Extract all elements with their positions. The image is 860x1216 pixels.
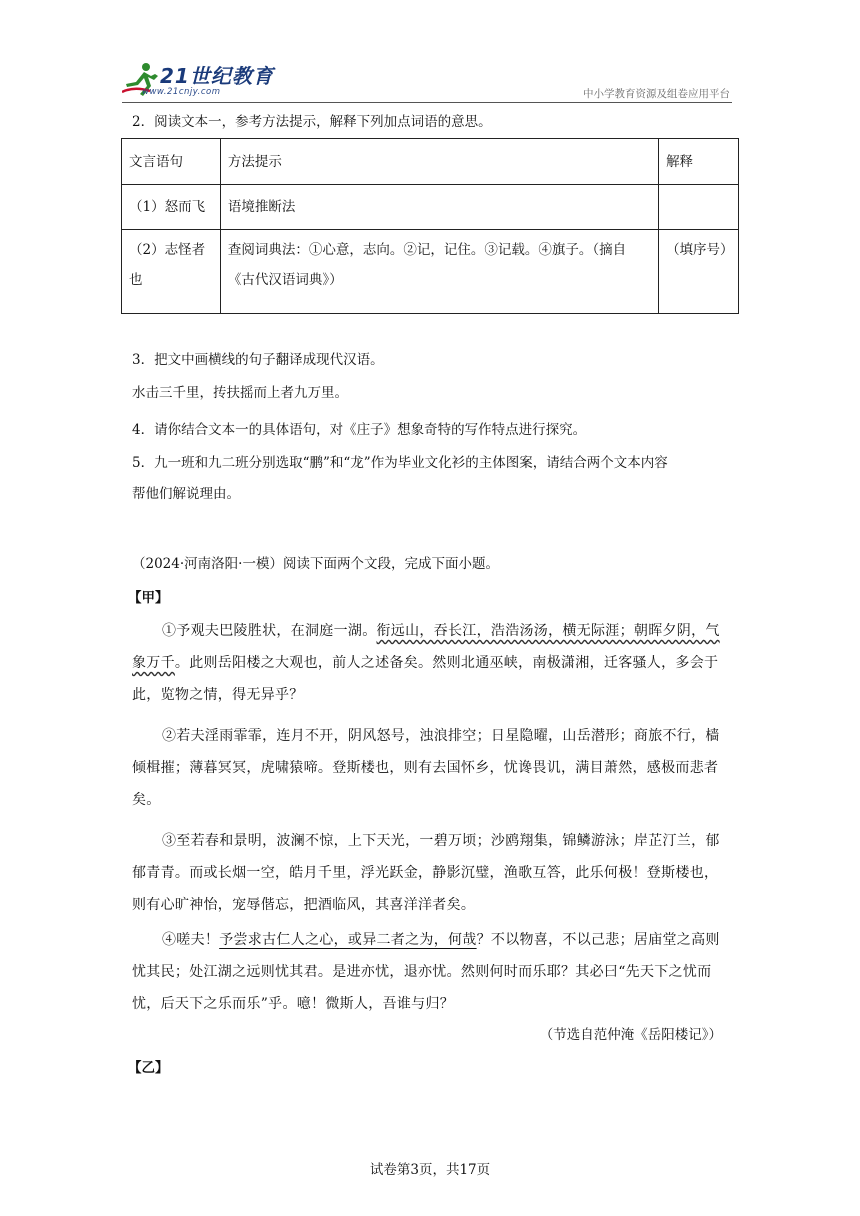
logo-text: 21世纪教育 — [160, 64, 274, 88]
paragraph-text: ②若夫淫雨霏霏，连月不开，阴风怒号，浊浪排空；日星隐曜，山岳潜形；商旅不行，樯倾楫摧；薄暮冥冥，虎啸猿啼。登斯楼也，则有去国怀乡，忧谗畏讥，满目萧然，感极而悲者矣。 — [132, 728, 720, 808]
question-5-prompt-line1: 5．九一班和九二班分别选取“鹏”和“龙”作为毕业文化衫的主体图案，请结合两个文本内容 — [132, 455, 668, 471]
table-cell-sentence: （2）志怪者也 — [122, 230, 221, 314]
question-5-prompt-line2: 帮他们解说理由。 — [132, 486, 240, 502]
table-row — [122, 230, 739, 314]
question-3-prompt: 3．把文中画横线的句子翻译成现代汉语。 — [132, 352, 384, 368]
passage-paragraph-4 — [132, 924, 732, 1020]
paragraph-text: ③至若春和景明，波澜不惊，上下天光，一碧万顷；沙鸥翔集，锦鳞游泳；岸芷汀兰，郁郁青青。而或长烟一空，皓月千里，浮光跃金，静影沉璧，渔歌互答，此乐何极！登斯楼也，则有心旷神怡，宠辱偕忘，把酒临风，其喜洋洋者矣。 — [132, 833, 720, 913]
paragraph-text: 。此则岳阳楼之大观也，前人之述备矣。然则北通巫峡，南极潇湘，迁客骚人，多会于此，览物之情，得无异乎？ — [132, 655, 719, 703]
page-footer: 试卷第3页，共17页 — [369, 1162, 491, 1178]
question-2-prompt: 2．阅读文本一，参考方法提示，解释下列加点词语的意思。 — [132, 114, 492, 130]
question-4-prompt: 4．请你结合文本一的具体语句，对《庄子》想象奇特的写作特点进行探究。 — [132, 422, 587, 438]
table-row — [122, 185, 739, 230]
table-cell-method: 语境推断法 — [220, 185, 658, 230]
paragraph-text: ④嗟夫！ — [162, 932, 220, 948]
question-3-sentence: 水击三千里，抟扶摇而上者九万里。 — [132, 385, 348, 401]
logo — [122, 60, 292, 104]
section-label-jia: 【甲】 — [128, 590, 169, 606]
table-header-cell: 文言语句 — [122, 139, 221, 185]
wavy-underlined-text: 衔远山，吞长江，浩浩汤汤，横无际涯；朝晖夕阴，气象万千 — [132, 623, 720, 671]
table-header-cell: 方法提示 — [220, 139, 658, 185]
paragraph-text: ？不以物喜，不以己悲；居庙堂之高则忧其民；处江湖之远则忧其君。是进亦忧，退亦忧。然则何时而乐耶？其必曰“先天下之忧而忧，后天下之乐而乐”乎。噫！微斯人，吾谁与归？ — [132, 932, 720, 1012]
section-label-yi: 【乙】 — [128, 1060, 169, 1076]
table-cell-sentence: （1）怒而飞 — [122, 185, 221, 230]
table-header-cell: 解释 — [659, 139, 739, 185]
header-tagline: 中小学教育资源及组卷应用平台 — [583, 88, 730, 100]
passage-paragraph-2 — [132, 720, 732, 816]
table-cell-method: 查阅词典法：①心意，志向。②记，记住。③记载。④旗子。（摘自《古代汉语词典》） — [220, 230, 658, 314]
passage-paragraph-3 — [132, 825, 732, 921]
logo-url: www.21cnjy.com — [142, 87, 221, 97]
page-header — [122, 60, 732, 104]
passage-paragraph-1 — [132, 615, 732, 711]
passage-source: （2024·河南洛阳·一模）阅读下面两个文段，完成下面小题。 — [132, 556, 499, 572]
table-header-row — [122, 139, 739, 185]
passage-citation: （节选自范仲淹《岳阳楼记》） — [539, 1027, 722, 1043]
header-divider — [122, 102, 732, 103]
table-cell-answer — [659, 185, 739, 230]
underlined-text: 予尝求古仁人之心，或异二者之为，何哉 — [219, 932, 477, 948]
table-cell-answer: （填序号） — [659, 230, 739, 314]
paragraph-text: ①予观夫巴陵胜状，在洞庭一湖。 — [162, 623, 377, 639]
method-table — [121, 138, 739, 314]
